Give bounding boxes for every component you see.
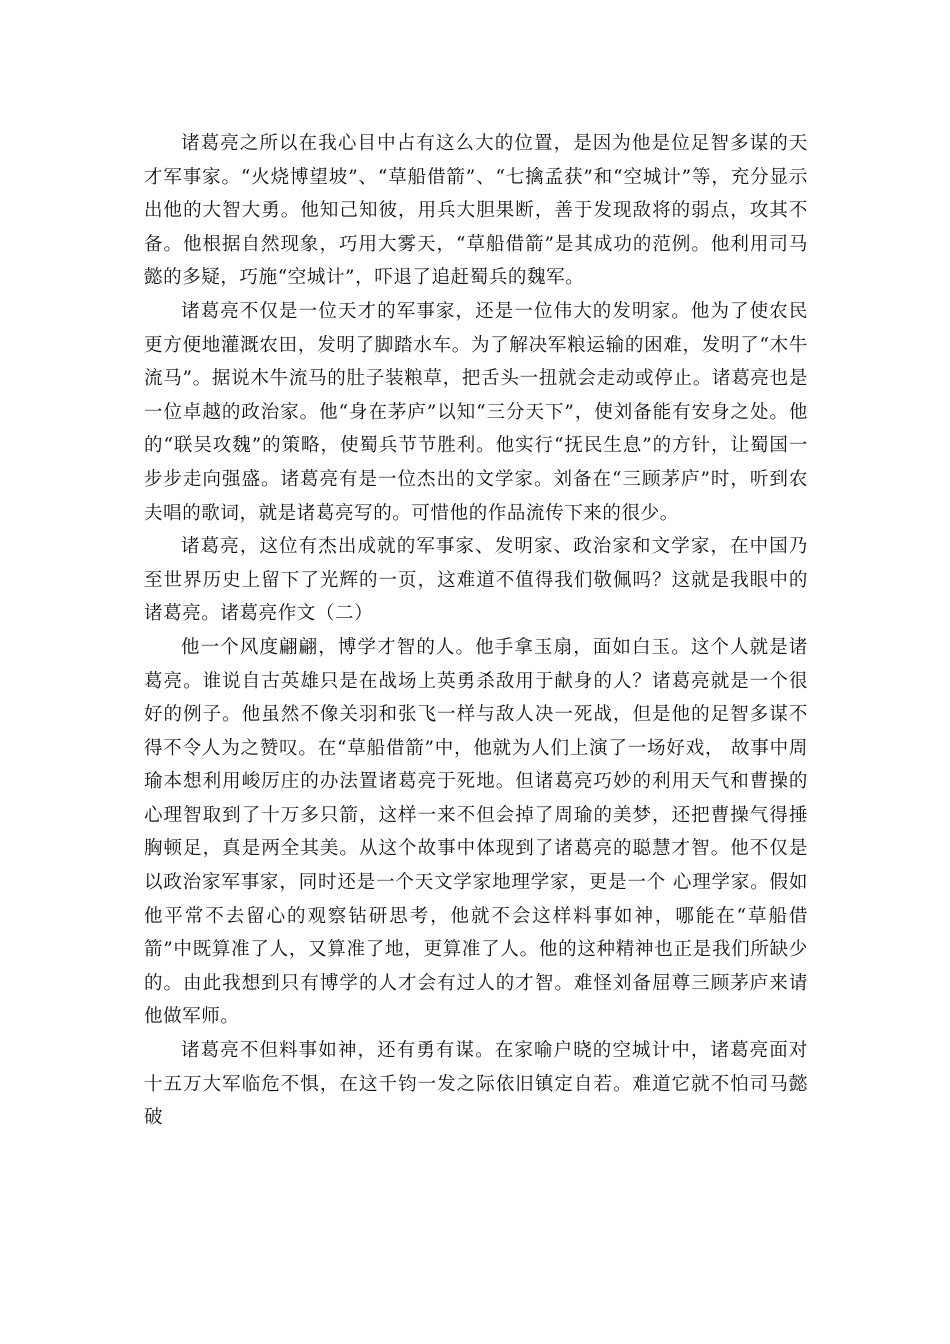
paragraph-empty-fort-strategy: 诸葛亮不但料事如神，还有勇有谋。在家喻户晓的空城计中，诸葛亮面对十五万大军临危不惧，在这千钧一发之际依旧镇定自若。难道它就不怕司马懿破 [144, 1040, 808, 1129]
paragraph-military-genius: 诸葛亮之所以在我心目中占有这么大的位置，是因为他是位足智多谋的天才军事家。“火烧博望坡”、“草船借箭”、“七擒孟获”和“空城计”等，充分显示出他的大智大勇。他知己知彼，用兵大胆果断，善于发现敌将的弱点，攻其不备。他根据自然现象，巧用大雾天，“草船借箭”是其成功的范例。他利用司马懿的多疑，巧施“空城计”，吓退了追赶蜀兵的魏军。 [144, 133, 808, 289]
paragraph-conclusion-and-essay-two-title: 诸葛亮，这位有杰出成就的军事家、发明家、政治家和文学家，在中国乃至世界历史上留下了光辉的一页，这难道不值得我们敬佩吗？这就是我眼中的诸葛亮。诸葛亮作文（二） [144, 536, 808, 625]
paragraph-boat-borrowing-arrows: 他一个风度翩翩，博学才智的人。他手拿玉扇，面如白玉。这个人就是诸葛亮。谁说自古英雄只是在战场上英勇杀敌用于献身的人？诸葛亮就是一个很好的例子。他虽然不像关羽和张飞一样与敌人决一死战，但是他的足智多谋不得不令人为之赞叹。在“草船借箭”中，他就为人们上演了一场好戏， 故事中周瑜本想利用峻厉庄的办法置诸葛亮于死地。但诸葛亮巧妙的利用天气和曹操的心理智取到了十万多只箭，这样一来不但会掉了周瑜的美梦，还把曹操气得捶胸顿足，真是两全其美。从这个故事中体现到了诸葛亮的聪慧才智。他不仅是以政治家军事家，同时还是一个天文学家地理学家，更是一个 心理学家。假如他平常不去留心的观察钻研思考，他就不会这样料事如神，哪能在“草船借箭”中既算准了人，又算准了地，更算准了人。他的这种精神也正是我们所缺少的。由此我想到只有博学的人才会有过人的才智。难怪刘备屈尊三顾茅庐来请他做军师。 [144, 636, 808, 1028]
document-body [144, 127, 808, 1135]
paragraph-inventor-politician: 诸葛亮不仅是一位天才的军事家，还是一位伟大的发明家。他为了使农民更方便地灌溉农田，发明了脚踏水车。为了解决军粮运输的困难，发明了“木牛流马”。据说木牛流马的肚子装粮草，把舌头一扭就会走动或停止。诸葛亮也是一位卓越的政治家。他“身在茅庐”以知“三分天下”，使刘备能有安身之处。他的“联吴攻魏”的策略，使蜀兵节节胜利。他实行“抚民生息”的方针，让蜀国一步步走向强盛。诸葛亮有是一位杰出的文学家。刘备在“三顾茅庐”时，听到农夫唱的歌词，就是诸葛亮写的。可惜他的作品流传下来的很少。 [144, 300, 808, 524]
